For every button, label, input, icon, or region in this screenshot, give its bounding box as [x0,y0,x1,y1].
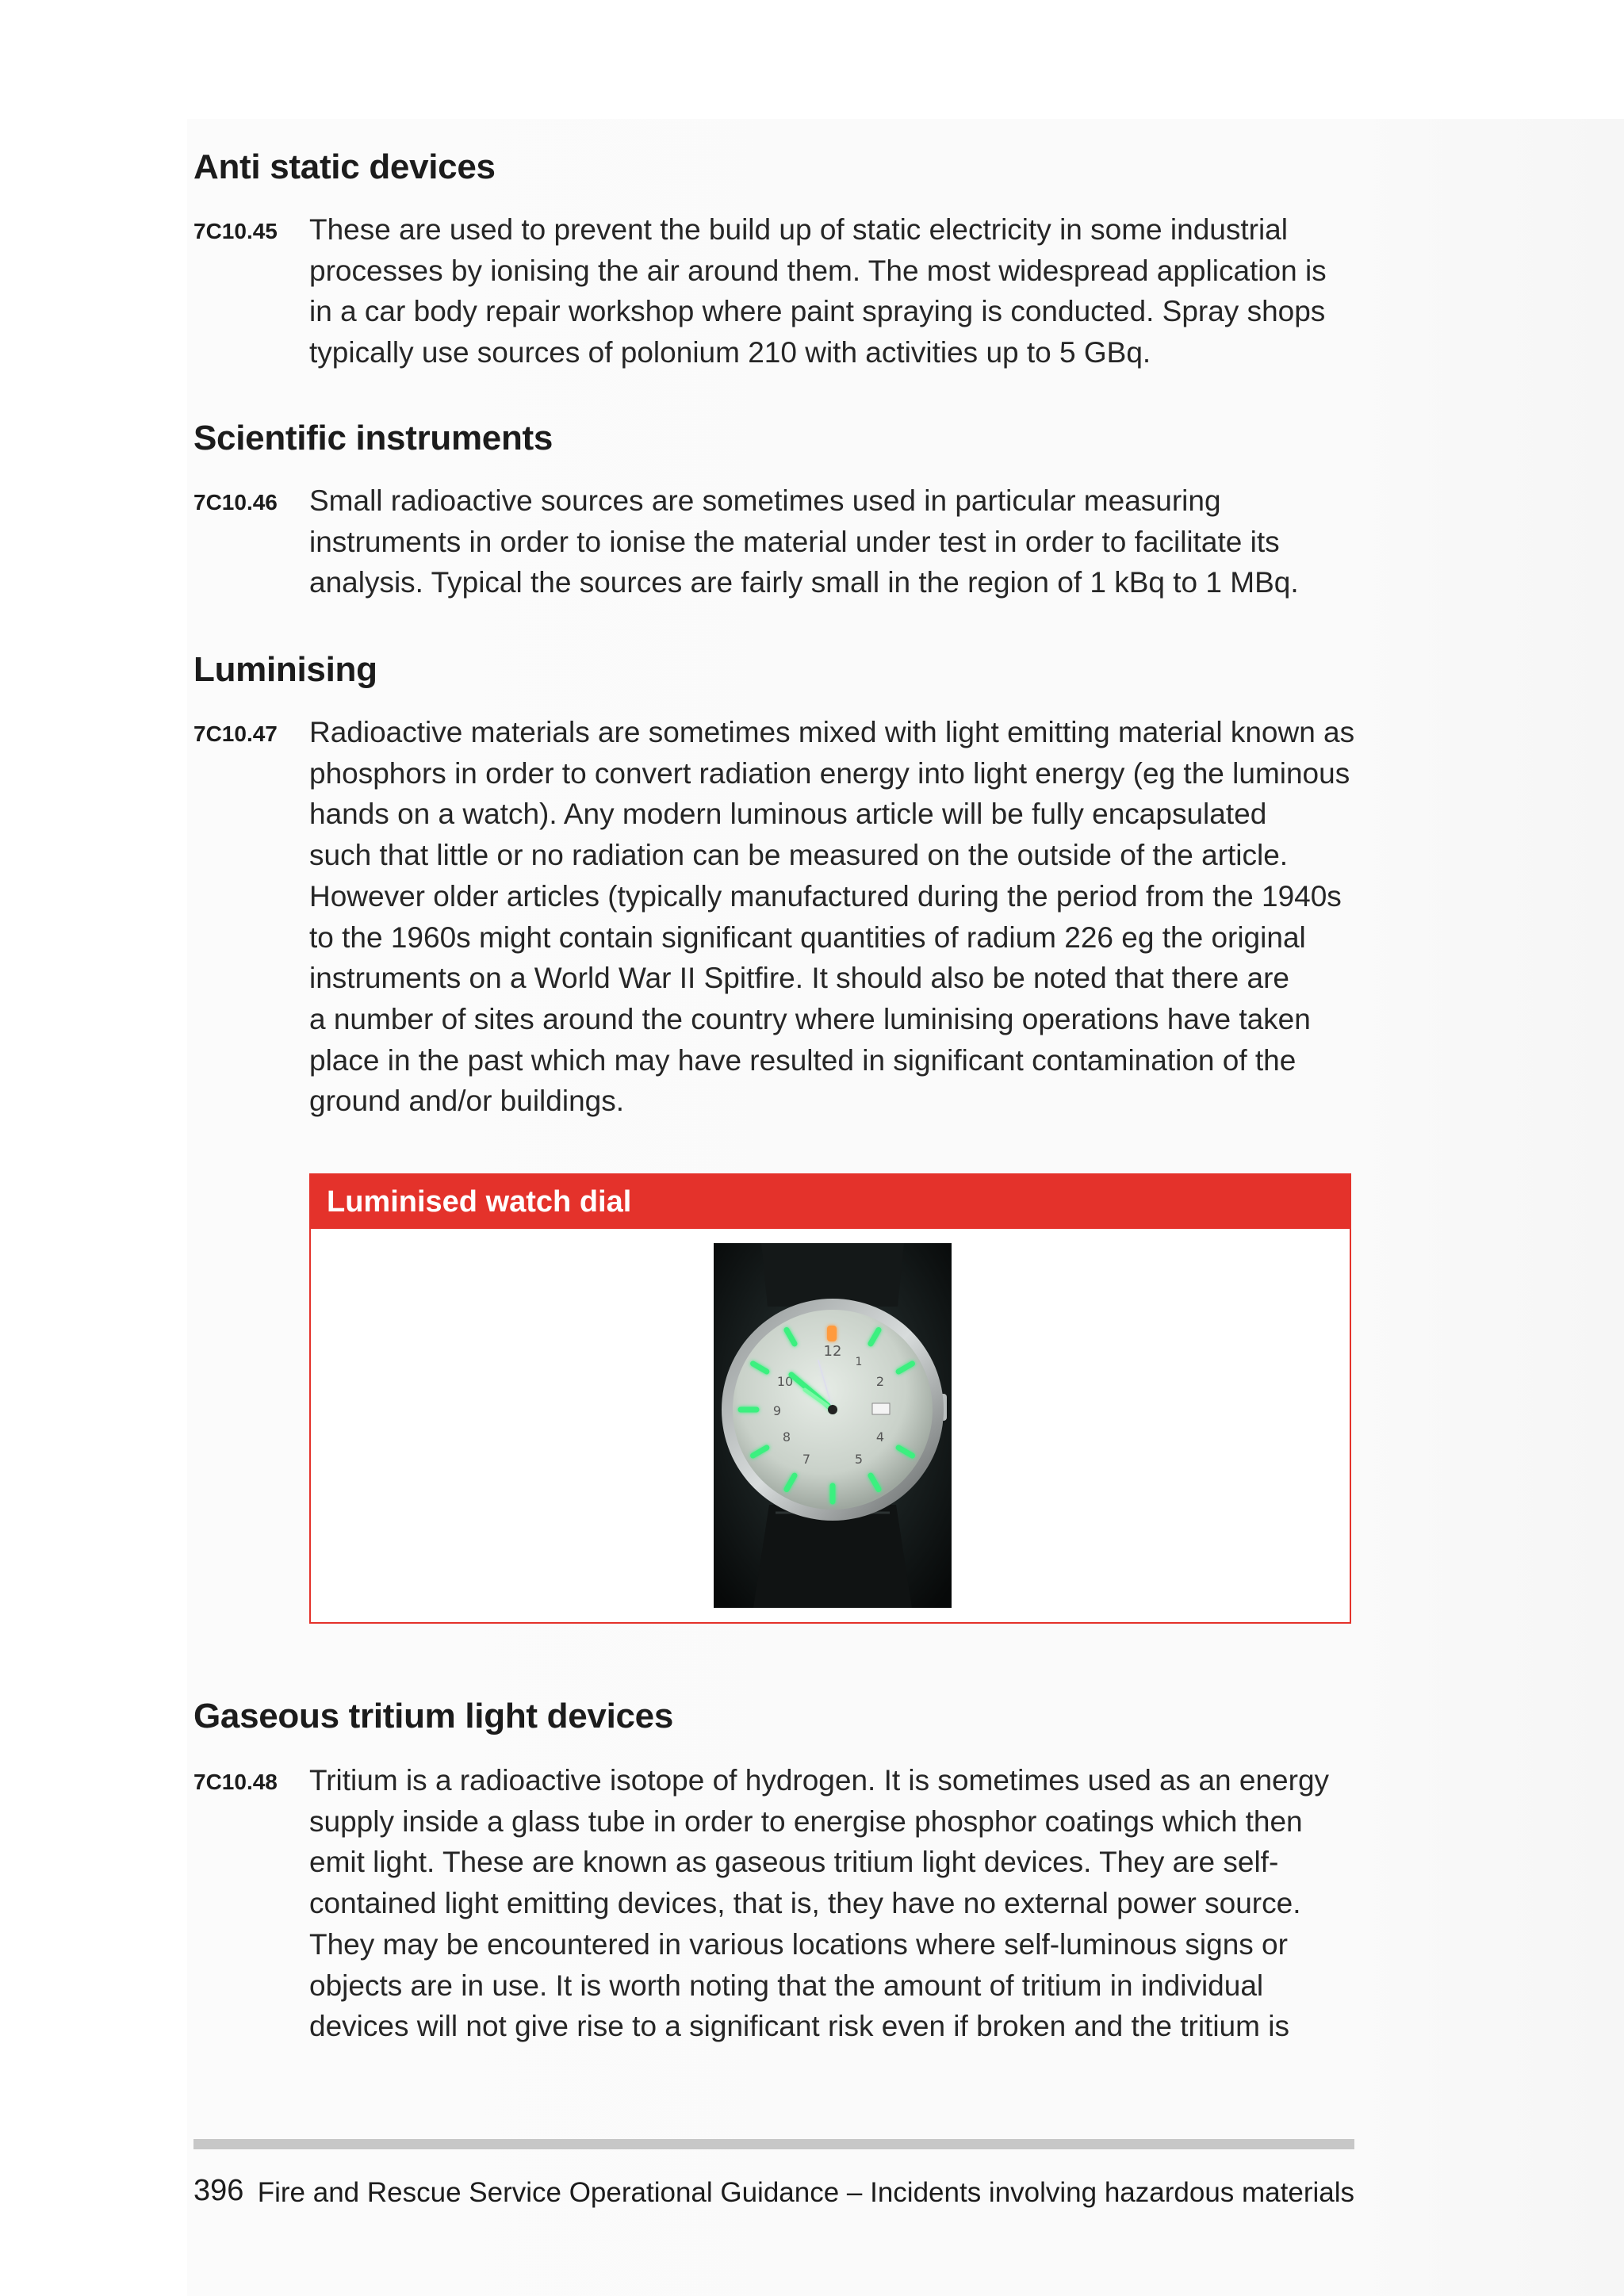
dial-numeral: 5 [854,1452,864,1467]
text-line: to the 1960s might contain significant quantities of radium 226 eg the original [309,920,1306,954]
paragraph-number: 7C10.47 [193,721,278,746]
paragraph-anti-static [309,209,1364,373]
text-line: instruments on a World War II Spitfire. It should also be noted that there are [309,962,1290,995]
text-line: However older articles (typically manufactured during the period from the 1940s [309,879,1342,913]
dial-numeral: 2 [875,1374,885,1389]
text-line: instruments in order to ionise the material under test in order to facilitate its [309,525,1280,558]
text-line: a number of sites around the country where luminising operations have taken [309,1002,1311,1035]
text-line: typically use sources of polonium 210 with activities up to 5 GBq. [309,336,1151,369]
text-line: in a car body repair workshop where paint spraying is conducted. Spray shops [309,295,1326,328]
text-line: such that little or no radiation can be measured on the outside of the article. [309,839,1289,872]
dial-numeral: 4 [875,1429,885,1445]
text-line: contained light emitting devices, that is, they have no external power source. [309,1887,1301,1920]
footer-rule [193,2139,1354,2149]
figure-luminised-watch [309,1173,1351,1624]
text-line: Radioactive materials are sometimes mixed with light emitting material known as [309,716,1355,748]
dial-numeral: 10 [776,1374,794,1389]
paragraph-number: 7C10.48 [193,1770,278,1794]
section-heading-scientific-instruments: Scientific instruments [193,419,553,457]
paragraph-luminising [309,712,1364,1122]
section-heading-gaseous-tritium: Gaseous tritium light devices [193,1697,674,1735]
dial-numeral: 12 [823,1343,842,1360]
section-heading-luminising: Luminising [193,650,377,689]
text-line: They may be encountered in various locations where self-luminous signs or [309,1927,1288,1961]
section-heading-anti-static: Anti static devices [193,147,496,186]
dial-numeral: 8 [782,1429,791,1445]
paragraph-number: 7C10.46 [193,490,278,515]
paragraph-gaseous-tritium [309,1760,1364,2047]
text-line: Small radioactive sources are sometimes used in particular measuring [309,484,1221,517]
dial-numeral: 1 [855,1356,863,1368]
text-line: emit light. These are known as gaseous tritium light devices. They are self- [309,1846,1279,1879]
text-line: supply inside a glass tube in order to energise phosphor coatings which then [309,1804,1303,1838]
watch-photo [714,1243,952,1608]
paragraph-number: 7C10.45 [193,219,278,243]
text-line: processes by ionising the air around them. The most widespread application is [309,254,1327,287]
text-line: Tritium is a radioactive isotope of hydrogen. It is sometimes used as an energy [309,1764,1330,1797]
text-line: devices will not give rise to a significant risk even if broken and the tritium is [309,2010,1289,2043]
figure-caption: Luminised watch dial [311,1175,1350,1229]
text-line: objects are in use. It is worth noting that the amount of tritium in individual [309,1969,1264,2002]
text-line: analysis. Typical the sources are fairly small in the region of 1 kBq to 1 MBq. [309,566,1299,599]
page-number: 396 [193,2174,244,2207]
dial-numeral: 9 [772,1403,782,1418]
text-line: phosphors in order to convert radiation energy into light energy (eg the luminous [309,756,1350,790]
text-line: hands on a watch). Any modern luminous article will be fully encapsulated [309,798,1267,831]
paragraph-scientific-instruments [309,480,1364,603]
text-line: These are used to prevent the build up of static electricity in some industrial [309,213,1288,246]
footer-title: Fire and Rescue Service Operational Guidance – Incidents involving hazardous materials [257,2177,1354,2208]
text-line: place in the past which may have resulted in significant contamination of the [309,1043,1297,1077]
text-line: ground and/or buildings. [309,1085,625,1118]
dial-numeral: 7 [802,1452,811,1467]
